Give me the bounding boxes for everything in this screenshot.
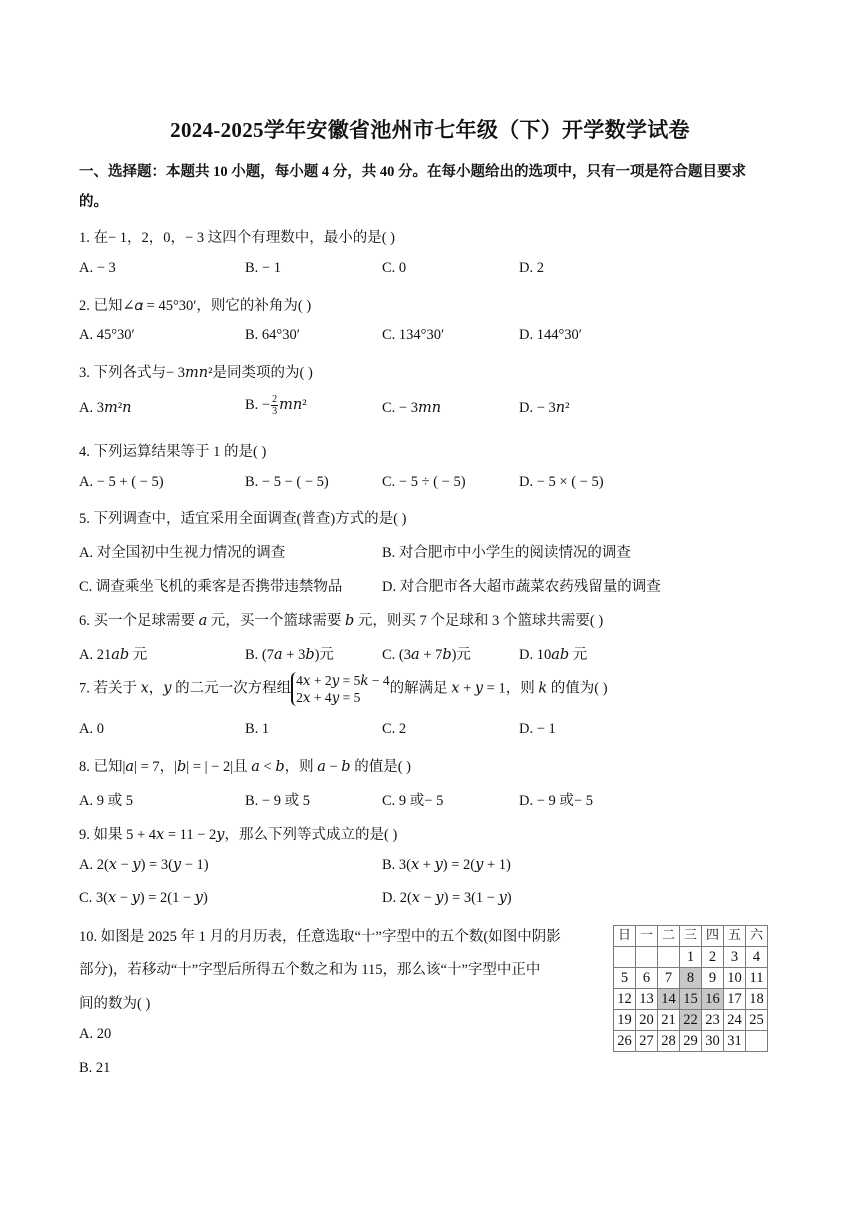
question-10-stem-line2: 部分)，若移动“十”字型后所得五个数之和为 115，那么该“十”字型中正中 bbox=[79, 962, 541, 978]
question-8-option-d[interactable]: D. − 9 或− 5 bbox=[519, 793, 593, 809]
question-7-option-c[interactable]: C. 2 bbox=[382, 721, 407, 737]
question-10-stem-line3: 间的数为( ) bbox=[79, 996, 151, 1012]
equation-system bbox=[291, 672, 390, 706]
calendar-day-cell: 3 bbox=[724, 947, 746, 968]
calendar-day-cell: 18 bbox=[746, 989, 768, 1010]
calendar-day-cell: 12 bbox=[614, 989, 636, 1010]
calendar-header-cell: 五 bbox=[724, 926, 746, 947]
calendar-day-cell: 23 bbox=[702, 1010, 724, 1031]
question-1-option-b[interactable]: B. − 1 bbox=[245, 260, 281, 276]
question-9-option-a[interactable]: A. 2(𝑥 − 𝑦) = 3(𝑦 − 1) bbox=[79, 857, 209, 873]
question-5-option-d[interactable]: D. 对合肥市各大超市蔬菜农药残留量的调查 bbox=[382, 579, 661, 595]
question-4-option-d[interactable]: D. − 5 × ( − 5) bbox=[519, 474, 604, 490]
calendar-day-cell: 8 bbox=[680, 968, 702, 989]
calendar-day-cell: 25 bbox=[746, 1010, 768, 1031]
question-3-option-b[interactable] bbox=[245, 394, 307, 417]
question-9-option-d[interactable]: D. 2(𝑥 − 𝑦) = 3(1 − 𝑦) bbox=[382, 890, 512, 906]
question-9-stem: 9. 如果 5 + 4𝑥 = 11 − 2𝑦，那么下列等式成立的是( ) bbox=[79, 827, 398, 843]
calendar-day-cell bbox=[746, 1031, 768, 1052]
calendar-week-row bbox=[614, 1031, 768, 1052]
calendar-day-cell: 4 bbox=[746, 947, 768, 968]
question-6-option-a[interactable]: A. 21𝑎𝑏 元 bbox=[79, 647, 148, 663]
calendar-day-cell bbox=[614, 947, 636, 968]
question-7-option-b[interactable]: B. 1 bbox=[245, 721, 270, 737]
calendar-week-row bbox=[614, 968, 768, 989]
question-3-option-d[interactable]: D. − 3𝑛² bbox=[519, 400, 570, 416]
calendar-week-row bbox=[614, 947, 768, 968]
question-1-option-a[interactable]: A. − 3 bbox=[79, 260, 116, 276]
calendar-day-cell bbox=[636, 947, 658, 968]
question-7-stem bbox=[79, 672, 608, 706]
question-4-option-a[interactable]: A. − 5 + ( − 5) bbox=[79, 474, 164, 490]
calendar-header-cell: 六 bbox=[746, 926, 768, 947]
question-5-stem: 5. 下列调查中，适宜采用全面调查(普查)方式的是( ) bbox=[79, 511, 407, 527]
question-1-option-d[interactable]: D. 2 bbox=[519, 260, 544, 276]
calendar-day-cell: 20 bbox=[636, 1010, 658, 1031]
question-3-option-a[interactable]: A. 3𝑚²𝑛 bbox=[79, 400, 132, 416]
calendar-header-cell: 二 bbox=[658, 926, 680, 947]
question-2-option-d[interactable]: D. 144°30′ bbox=[519, 327, 582, 343]
question-5-option-c[interactable]: C. 调查乘坐飞机的乘客是否携带违禁物品 bbox=[79, 579, 343, 595]
calendar-day-cell: 5 bbox=[614, 968, 636, 989]
question-6-stem: 6. 买一个足球需要 𝑎 元，买一个篮球需要 𝑏 元，则买 7 个足球和 3 个篮球共需要( ) bbox=[79, 613, 604, 629]
calendar-header-row bbox=[614, 926, 768, 947]
calendar-day-cell: 13 bbox=[636, 989, 658, 1010]
question-4-stem: 4. 下列运算结果等于 1 的是( ) bbox=[79, 444, 267, 460]
question-5-option-b[interactable]: B. 对合肥市中小学生的阅读情况的调查 bbox=[382, 545, 631, 561]
calendar-week-row bbox=[614, 989, 768, 1010]
calendar-day-cell: 17 bbox=[724, 989, 746, 1010]
page-title: 2024-2025学年安徽省池州市七年级（下）开学数学试卷 bbox=[170, 118, 690, 142]
calendar-day-cell: 10 bbox=[724, 968, 746, 989]
question-8-option-b[interactable]: B. − 9 或 5 bbox=[245, 793, 310, 809]
question-8-option-a[interactable]: A. 9 或 5 bbox=[79, 793, 133, 809]
calendar-table bbox=[613, 925, 768, 1052]
calendar-day-cell: 9 bbox=[702, 968, 724, 989]
calendar-day-cell: 7 bbox=[658, 968, 680, 989]
question-8-stem: 8. 已知|𝑎| = 7，|𝑏| = | − 2|且 𝑎 < 𝑏，则 𝑎 − 𝑏 的值是( ) bbox=[79, 759, 411, 775]
question-6-option-b[interactable]: B. (7𝑎 + 3𝑏)元 bbox=[245, 647, 334, 663]
calendar-day-cell: 2 bbox=[702, 947, 724, 968]
calendar-day-cell: 28 bbox=[658, 1031, 680, 1052]
calendar-day-cell: 26 bbox=[614, 1031, 636, 1052]
calendar-day-cell: 22 bbox=[680, 1010, 702, 1031]
question-7-option-d[interactable]: D. − 1 bbox=[519, 721, 556, 737]
question-2-stem: 2. 已知∠𝛼 = 45°30′，则它的补角为( ) bbox=[79, 298, 312, 314]
question-9-option-b[interactable]: B. 3(𝑥 + 𝑦) = 2(𝑦 + 1) bbox=[382, 857, 511, 873]
question-3-option-b-prefix: B. − bbox=[245, 396, 271, 413]
calendar-day-cell: 6 bbox=[636, 968, 658, 989]
calendar-day-cell: 11 bbox=[746, 968, 768, 989]
question-3-stem: 3. 下列各式与− 3𝑚𝑛²是同类项的为( ) bbox=[79, 365, 313, 381]
question-2-option-c[interactable]: C. 134°30′ bbox=[382, 327, 445, 343]
calendar-day-cell: 29 bbox=[680, 1031, 702, 1052]
question-4-option-b[interactable]: B. − 5 − ( − 5) bbox=[245, 474, 329, 490]
question-6-option-d[interactable]: D. 10𝑎𝑏 元 bbox=[519, 647, 588, 663]
calendar-day-cell bbox=[658, 947, 680, 968]
calendar-day-cell: 15 bbox=[680, 989, 702, 1010]
question-2-option-a[interactable]: A. 45°30′ bbox=[79, 327, 135, 343]
question-10-option-b[interactable]: B. 21 bbox=[79, 1060, 111, 1076]
question-7-option-a[interactable]: A. 0 bbox=[79, 721, 104, 737]
calendar-header-cell: 日 bbox=[614, 926, 636, 947]
question-10-option-a[interactable]: A. 20 bbox=[79, 1026, 112, 1042]
calendar-header-cell: 三 bbox=[680, 926, 702, 947]
calendar-header-cell: 一 bbox=[636, 926, 658, 947]
question-9-option-c[interactable]: C. 3(𝑥 − 𝑦) = 2(1 − 𝑦) bbox=[79, 890, 208, 906]
calendar-day-cell: 16 bbox=[702, 989, 724, 1010]
question-4-option-c[interactable]: C. − 5 ÷ ( − 5) bbox=[382, 474, 466, 490]
question-7-stem-suffix: 的解满足 𝑥 + 𝑦 = 1，则 𝑘 的值为( ) bbox=[389, 680, 608, 697]
question-10-stem-line1: 10. 如图是 2025 年 1 月的月历表，任意选取“十”字型中的五个数(如图中阴影 bbox=[79, 929, 561, 945]
section-header-cont: 的。 bbox=[79, 194, 108, 210]
question-5-option-a[interactable]: A. 对全国初中生视力情况的调查 bbox=[79, 545, 286, 561]
equation-1: 4𝑥 + 2𝑦 = 5𝑘 − 4 bbox=[296, 673, 390, 688]
calendar-header-cell: 四 bbox=[702, 926, 724, 947]
question-3-option-c[interactable]: C. − 3𝑚𝑛 bbox=[382, 400, 442, 416]
calendar-day-cell: 21 bbox=[658, 1010, 680, 1031]
calendar-day-cell: 30 bbox=[702, 1031, 724, 1052]
question-3-option-b-suffix: 𝑚𝑛² bbox=[279, 396, 307, 413]
calendar-day-cell: 27 bbox=[636, 1031, 658, 1052]
question-1-option-c[interactable]: C. 0 bbox=[382, 260, 407, 276]
calendar-week-row bbox=[614, 1010, 768, 1031]
section-header: 一、选择题：本题共 10 小题，每小题 4 分，共 40 分。在每小题给出的选项中，只有一项是符合题目要求 bbox=[79, 164, 746, 180]
fraction: $\frac{2}{3}$ bbox=[272, 394, 278, 417]
calendar-day-cell: 24 bbox=[724, 1010, 746, 1031]
calendar-day-cell: 14 bbox=[658, 989, 680, 1010]
question-6-option-c[interactable]: C. (3𝑎 + 7𝑏)元 bbox=[382, 647, 471, 663]
question-8-option-c[interactable]: C. 9 或− 5 bbox=[382, 793, 444, 809]
calendar-day-cell: 31 bbox=[724, 1031, 746, 1052]
question-1-stem: 1. 在− 1，2，0，− 3 这四个有理数中，最小的是( ) bbox=[79, 230, 396, 246]
question-7-stem-prefix: 7. 若关于 𝑥，𝑦 的二元一次方程组 bbox=[79, 680, 292, 697]
calendar-day-cell: 1 bbox=[680, 947, 702, 968]
question-2-option-b[interactable]: B. 64°30′ bbox=[245, 327, 300, 343]
calendar-day-cell: 19 bbox=[614, 1010, 636, 1031]
equation-2: 2𝑥 + 4𝑦 = 5 bbox=[296, 690, 361, 705]
